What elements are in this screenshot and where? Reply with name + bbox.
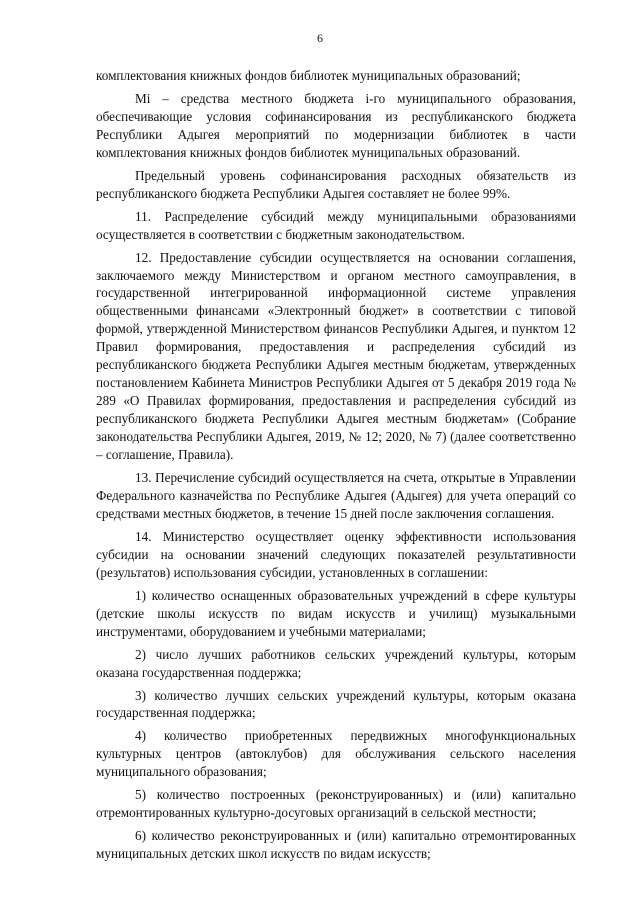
list-item-5: 5) количество построенных (реконструированных) и (или) капитально отремонтированных культурно-досуговых организаций в сельской местности; (96, 787, 576, 821)
paragraph-item-11: 11. Распределение субсидий между муниципальными образованиями осуществляется в соответствии с бюджетным законодательством. (96, 208, 576, 242)
list-item-6: 6) количество реконструированных и (или) капитально отремонтированных муниципальных детских школ искусств по видам искусств; (96, 828, 576, 862)
paragraph-item-13: 13. Перечисление субсидий осуществляется на счета, открытые в Управлении Федерального казначейства по Республике Адыгея (Адыгея) для учета операций со средствами местных бюджетов, в течение 15 дней после заключения соглашения. (96, 470, 576, 521)
list-item-1: 1) количество оснащенных образовательных учреждений в сфере культуры (детские школы искусств по видам искусств и училищ) музыкальными инструментами, оборудованием и учебными материалами; (96, 587, 576, 639)
paragraph-cofinancing-limit: Предельный уровень софинансирования расходных обязательств из республиканского бюджета Республики Адыгея составляет не более 99%. (96, 167, 576, 201)
page-number: 6 (317, 31, 323, 45)
list-item-4: 4) количество приобретенных передвижных многофункциональных культурных центров (автоклубов) для обслуживания сельского населения муниципального образования; (96, 728, 576, 780)
list-item-2: 2) число лучших работников сельских учреждений культуры, которым оказана государственная поддержка; (96, 646, 576, 680)
paragraph-item-14: 14. Министерство осуществляет оценку эффективности использования субсидии на основании значений следующих показателей результативности (результатов) использования субсидии, установленных в соглашении: (96, 528, 576, 580)
document-body (96, 67, 576, 868)
paragraph-mi-definition: Mi – средства местного бюджета i-го муниципального образования, обеспечивающие условия софинансирования из республиканского бюджета Республики Адыгея мероприятий по модернизации библиотек в части комплектования книжных фондов библиотек муниципальных образований. (96, 90, 576, 160)
paragraph-continuation: комплектования книжных фондов библиотек муниципальных образований; (96, 68, 521, 83)
list-item-3: 3) количество лучших сельских учреждений культуры, которым оказана государственная поддержка; (96, 687, 576, 721)
paragraph-item-12: 12. Предоставление субсидии осуществляется на основании соглашения, заключаемого между Министерством и органом местного самоуправления, в государственной интегрированной информационной системе управления общественными финансами «Электронный бюджет» в соответствии с типовой формой, утвержденной Министерством финансов Республики Адыгея, и пунктом 12 Правил формирования, предоставления и распределения субсидий из республиканского бюджета Республики Адыгея местным бюджетам, утвержденных постановлением Кабинета Министров Республики Адыгея от 5 декабря 2019 года № 289 «О Правилах формирования, предоставления и распределения субсидий из республиканского бюджета Республики Адыгея местным бюджетам» (Собрание законодательства Республики Адыгея, 2019, № 12; 2020, № 7) (далее соответственно – соглашение, Правила). (96, 249, 576, 463)
